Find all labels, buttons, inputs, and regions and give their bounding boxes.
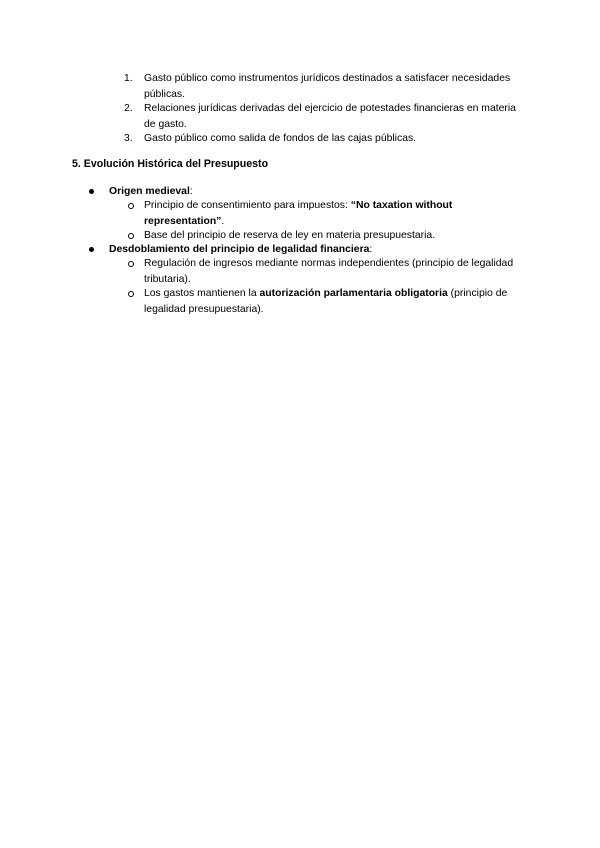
list-item-text: Gasto público como salida de fondos de las cajas públicas. xyxy=(144,133,417,144)
list-number: 1. xyxy=(124,73,133,84)
list-item xyxy=(124,101,524,132)
list-item xyxy=(124,131,524,147)
bullet-icon xyxy=(89,247,94,252)
list-number: 2. xyxy=(124,103,133,114)
bullet-icon xyxy=(89,189,94,194)
sub-bullet-item xyxy=(128,286,528,317)
bullet-title: Desdoblamiento del principio de legalidad financiera xyxy=(109,244,370,255)
circle-bullet-icon xyxy=(128,261,134,267)
list-number: 3. xyxy=(124,133,133,144)
bullet-suffix: : xyxy=(189,186,193,197)
bullet-title: Origen medieval xyxy=(109,186,190,197)
circle-bullet-icon xyxy=(128,233,134,239)
sub-bullet-item xyxy=(128,198,528,229)
sub-bullet-text: Los gastos mantienen la xyxy=(144,288,260,299)
sub-bullet-bold: “No taxation without representation” xyxy=(144,200,453,227)
circle-bullet-icon xyxy=(128,291,134,297)
sub-bullet-bold: autorización parlamentaria obligatoria xyxy=(259,288,448,299)
bullet-suffix: : xyxy=(369,244,373,255)
list-item-text: Relaciones jurídicas derivadas del ejercicio de potestades financieras en materia de gasto. xyxy=(144,103,516,130)
sub-bullet-text: Principio de consentimiento para impuestos: xyxy=(144,200,351,211)
circle-bullet-icon xyxy=(128,203,134,209)
sub-bullet-text: Regulación de ingresos mediante normas independientes (principio de legalidad tributaria). xyxy=(144,258,514,285)
sub-bullet-text-end: . xyxy=(221,215,225,227)
list-item-text: Gasto público como instrumentos jurídicos destinados a satisfacer necesidades públicas. xyxy=(144,73,511,100)
list-item xyxy=(124,71,524,102)
sub-bullet-item xyxy=(128,256,528,287)
section-heading: 5. Evolución Histórica del Presupuesto xyxy=(72,158,269,170)
sub-bullet-text-end: (principio de legalidad presupuestaria). xyxy=(144,288,508,315)
sub-bullet-text: Base del principio de reserva de ley en materia presupuestaria. xyxy=(144,230,436,241)
